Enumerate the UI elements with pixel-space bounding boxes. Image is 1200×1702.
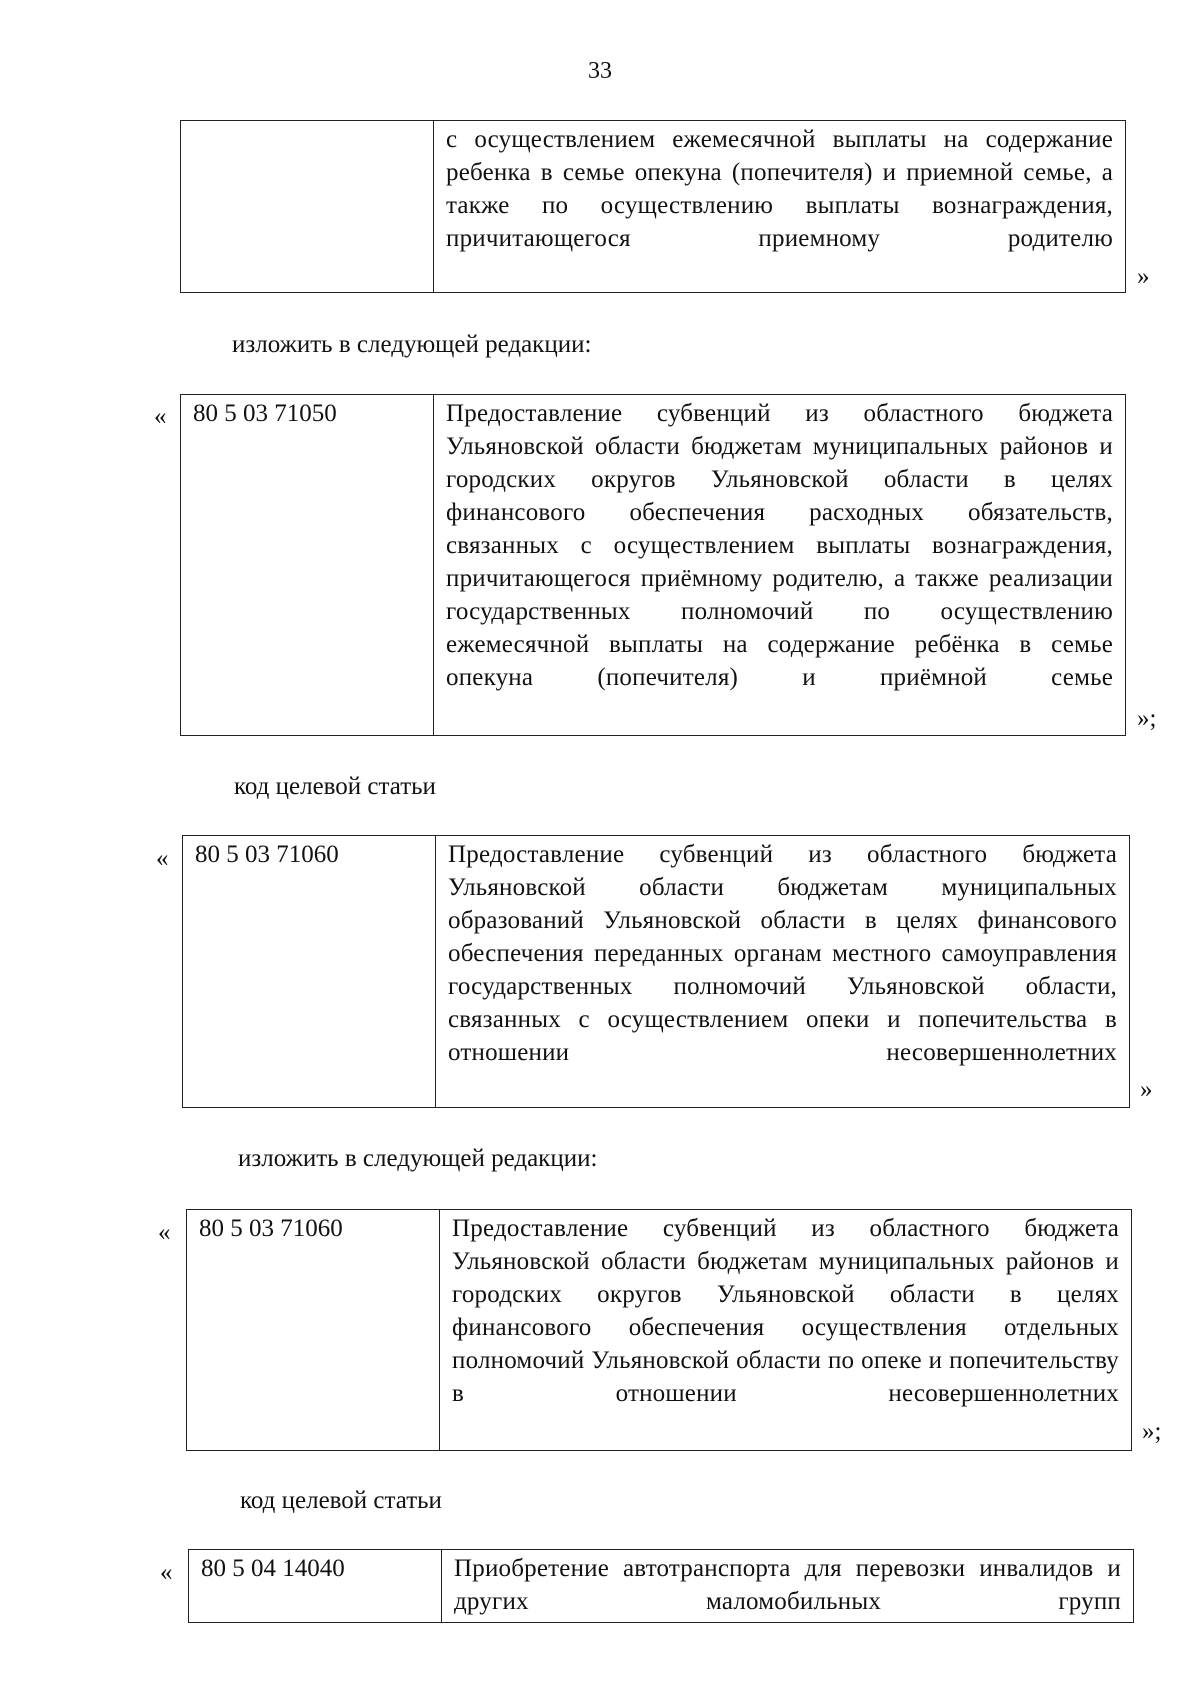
target-code-label: код целевой статьи xyxy=(240,1487,442,1514)
description-text: Приобретение автотранспорта для перевозки инвалидов и других маломобильных групп xyxy=(454,1555,1121,1615)
description-text: Предоставление субвенций из областного бюджета Ульяновской области бюджетам муниципальных образований Ульяновской области в целях финансового обеспечения переданных органам местного самоуправления государственных полномочий Ульяновской области, связанных с осуществлением опеки и попечительства в отношении несовершеннолетних xyxy=(448,841,1117,1066)
code-cell: 80 5 03 71060 xyxy=(187,1210,440,1451)
budget-code-table xyxy=(182,835,1130,1108)
description-text: Предоставление субвенций из областного бюджета Ульяновской области бюджетам муниципальных районов и городских округов Ульяновской области в целях финансового обеспечения расходных обязательств, связанных с осуществлением выплаты вознаграждения, причитающегося приёмному родителю, а также реализации государственных полномочий по осуществлению ежемесячной выплаты на содержание ребёнка в семье опекуна (попечителя) и приёмной семье xyxy=(446,400,1113,691)
code-cell xyxy=(181,121,434,293)
code-cell: 80 5 04 14040 xyxy=(189,1550,442,1623)
description-text: Предоставление субвенций из областного бюджета Ульяновской области бюджетам муниципальных районов и городских округов Ульяновской области в целях финансового обеспечения осуществления отдельных полномочий Ульяновской области по опеке и попечительству в отношении несовершеннолетних xyxy=(452,1215,1119,1407)
edit-instruction: изложить в следующей редакции: xyxy=(232,331,592,358)
closing-quote: » xyxy=(1140,1076,1153,1103)
code-cell: 80 5 03 71050 xyxy=(181,395,434,736)
description-cell xyxy=(434,121,1126,293)
description-text: с осуществлением ежемесячной выплаты на содержание ребенка в семье опекуна (попечителя) и приемной семье, а также по осуществлению выплаты вознаграждения, причитающегося приемному родителю xyxy=(446,126,1113,252)
description-cell xyxy=(434,395,1126,736)
description-cell xyxy=(440,1210,1132,1451)
description-cell xyxy=(442,1550,1134,1623)
opening-quote: « xyxy=(160,1559,173,1586)
opening-quote: « xyxy=(156,845,169,872)
closing-quote: »; xyxy=(1142,1418,1162,1445)
budget-code-table xyxy=(188,1549,1134,1623)
edit-instruction: изложить в следующей редакции: xyxy=(238,1145,598,1172)
target-code-label: код целевой статьи xyxy=(234,773,436,800)
page-number: 33 xyxy=(588,58,612,84)
opening-quote: « xyxy=(154,403,167,430)
budget-code-table xyxy=(186,1209,1132,1451)
opening-quote: « xyxy=(158,1219,171,1246)
budget-code-table xyxy=(180,394,1126,736)
code-cell: 80 5 03 71060 xyxy=(183,836,436,1108)
closing-quote: » xyxy=(1137,263,1150,290)
budget-code-table xyxy=(180,120,1126,293)
description-cell xyxy=(436,836,1130,1108)
closing-quote: »; xyxy=(1137,705,1157,732)
